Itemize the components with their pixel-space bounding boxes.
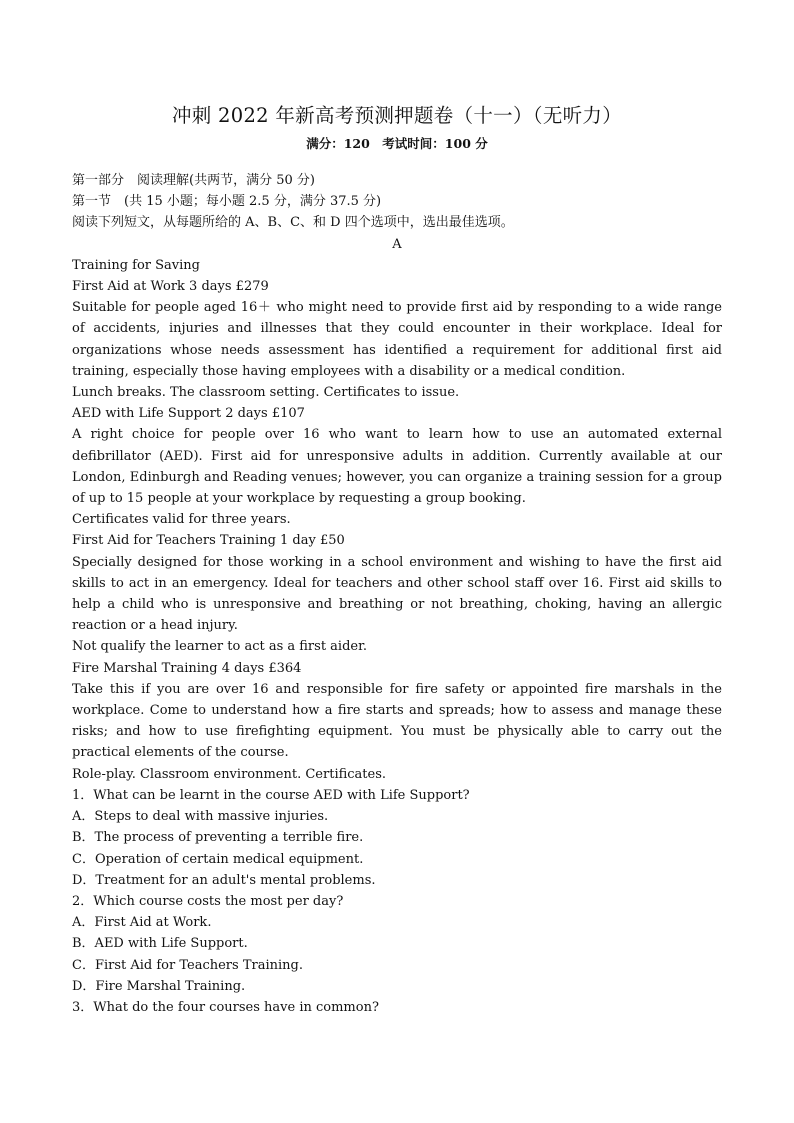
exam-page bbox=[72, 102, 722, 1018]
passage-heading: Training for Saving bbox=[72, 257, 200, 273]
question-block bbox=[72, 997, 722, 1018]
answer-option: B．AED with Life Support. bbox=[72, 936, 248, 952]
question-block bbox=[72, 785, 722, 891]
answer-option: D．Fire Marshal Training. bbox=[72, 978, 246, 994]
answer-option: C．First Aid for Teachers Training. bbox=[72, 957, 303, 973]
question-stem: 1．What can be learnt in the course AED with Life Support? bbox=[72, 787, 470, 803]
question-stem: 3．What do the four courses have in common? bbox=[72, 999, 379, 1015]
course-description: Specially designed for those working in a school environment and wishing to have the first aid skills to act in an emergency. Ideal for teachers and other school staff over 16. First aid skills to help a child who is unresponsive and breathing or not breathing, choking, having an allergic reaction or a head injury. bbox=[72, 554, 722, 634]
course-description: Take this if you are over 16 and responsible for fire safety or appointed fire marshals in the workplace. Come to understand how a fire starts and spreads; how to assess and manage these risks; and how to use firefighting equipment. You must be physically able to carry out the practical elements of the course. bbox=[72, 681, 722, 761]
course-description: A right choice for people over 16 who want to learn how to use an automated external defibrillator (AED). First aid for unresponsive adults in addition. Currently available at our London, Edinburgh and Reading venues; however, you can organize a training session for a group of up to 15 people at your workplace by requesting a group booking. bbox=[72, 427, 722, 507]
part-heading: 第一部分 阅读理解(共两节，满分 50 分) bbox=[72, 173, 315, 188]
course-title: First Aid for Teachers Training 1 day £50 bbox=[72, 533, 345, 549]
course-title: AED with Life Support 2 days £107 bbox=[72, 406, 305, 422]
answer-option: A．Steps to deal with massive injuries. bbox=[72, 809, 329, 825]
section-heading: 第一节 (共 15 小题；每小题 2.5 分，满分 37.5 分) bbox=[72, 194, 382, 210]
question-stem: 2．Which course costs the most per day? bbox=[72, 893, 344, 909]
course-note: Role-play. Classroom environment. Certificates. bbox=[72, 766, 387, 782]
question-block bbox=[72, 891, 722, 997]
answer-option: A．First Aid at Work. bbox=[72, 915, 212, 931]
course-note: Lunch breaks. The classroom setting. Certificates to issue. bbox=[72, 385, 460, 401]
answer-option: B．The process of preventing a terrible fire. bbox=[72, 830, 364, 846]
answer-option: D．Treatment for an adult's mental problems. bbox=[72, 872, 376, 888]
course-note: Not qualify the learner to act as a first aider. bbox=[72, 639, 368, 655]
course-block bbox=[72, 403, 722, 530]
course-title: Fire Marshal Training 4 days £364 bbox=[72, 660, 302, 676]
course-description: Suitable for people aged 16＋ who might need to provide first aid by responding to a wide range of accidents, injuries and illnesses that they could encounter in their workplace. Ideal for organizations whose needs assessment has identified a requirement for additional first aid training, especially those having employees with a disability or a medical condition. bbox=[72, 300, 722, 379]
answer-option: C．Operation of certain medical equipment. bbox=[72, 851, 364, 867]
directions-text: 阅读下列短文，从每题所给的 A、B、C、和 D 四个选项中，选出最佳选项。 bbox=[72, 215, 514, 231]
course-block bbox=[72, 658, 722, 785]
passage-label: A bbox=[392, 236, 402, 252]
course-block bbox=[72, 276, 722, 403]
exam-subtitle: 满分：120 考试时间：100 分 bbox=[306, 136, 488, 151]
exam-title: 冲刺 2022 年新高考预测押题卷（十一）（无听力） bbox=[171, 104, 623, 127]
course-note: Certificates valid for three years. bbox=[72, 512, 291, 528]
course-block bbox=[72, 530, 722, 657]
course-title: First Aid at Work 3 days £279 bbox=[72, 279, 269, 295]
